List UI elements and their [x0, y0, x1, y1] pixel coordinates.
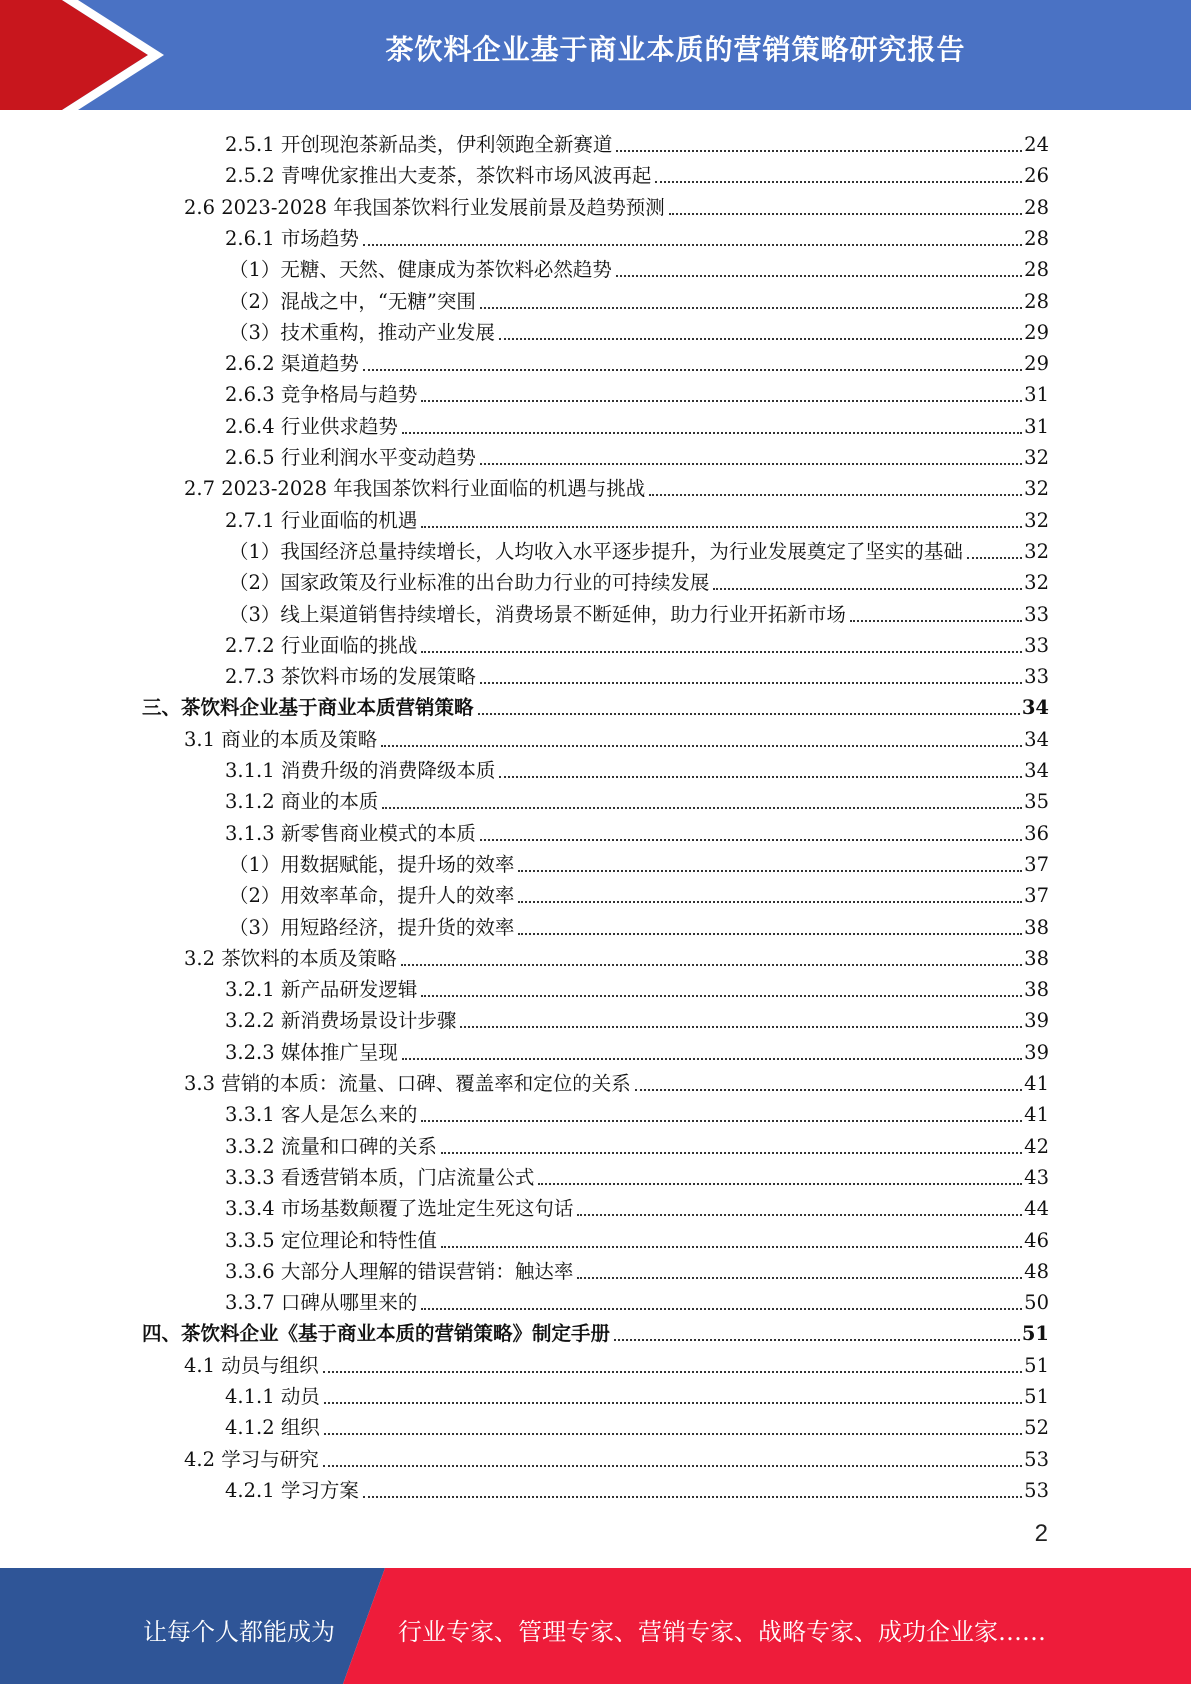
- toc-entry-page: 43: [1024, 1165, 1049, 1189]
- toc-entry-page: 28: [1024, 226, 1049, 250]
- toc-entry[interactable]: [225, 1128, 1049, 1159]
- toc-entry-label: 3.1.3 新零售商业模式的本质: [225, 821, 476, 845]
- toc-entry-page: 41: [1024, 1103, 1049, 1127]
- toc-entry-page: 36: [1024, 821, 1049, 845]
- toc-dot-leader: [323, 1370, 1022, 1373]
- toc-entry-label: （1）我国经济总量持续增长，人均收入水平逐步提升，为行业发展奠定了坚实的基础: [229, 539, 963, 563]
- toc-dot-leader: [518, 932, 1022, 935]
- toc-dot-leader: [441, 1245, 1022, 1248]
- toc-dot-leader: [460, 1025, 1022, 1028]
- toc-entry-label: （2）混战之中，“无糖”突围: [229, 289, 476, 313]
- toc-entry-label: 2.7 2023-2028 年我国茶饮料行业面临的机遇与挑战: [184, 477, 646, 501]
- toc-entry[interactable]: [142, 1315, 1049, 1346]
- page-footer: [0, 1568, 1191, 1684]
- toc-entry[interactable]: [225, 408, 1049, 439]
- toc-entry[interactable]: [229, 283, 1049, 314]
- toc-entry-page: 33: [1024, 665, 1049, 689]
- toc-entry[interactable]: [225, 1002, 1049, 1033]
- toc-entry-label: 2.7.3 茶饮料市场的发展策略: [225, 665, 476, 689]
- toc-entry-page: 38: [1024, 915, 1049, 939]
- toc-dot-leader: [635, 1088, 1022, 1091]
- toc-dot-leader: [381, 744, 1022, 747]
- toc-dot-leader: [669, 212, 1022, 215]
- toc-entry[interactable]: [225, 345, 1049, 376]
- toc-entry-label: 3.1 商业的本质及策略: [184, 727, 378, 751]
- toc-dot-leader: [713, 587, 1022, 590]
- toc-dot-leader: [499, 337, 1022, 340]
- toc-dot-leader: [616, 274, 1022, 277]
- toc-entry-page: 31: [1024, 383, 1049, 407]
- toc-entry[interactable]: [229, 564, 1049, 595]
- toc-entry-label: 3.3.5 定位理论和特性值: [225, 1228, 437, 1252]
- toc-entry-label: 3.3.1 客人是怎么来的: [225, 1103, 418, 1127]
- toc-entry-label: 3.3.7 口碑从哪里来的: [225, 1291, 418, 1315]
- page-header: [0, 0, 1191, 110]
- toc-entry-label: 三、茶饮料企业基于商业本质营销策略: [142, 696, 474, 720]
- toc-entry-page: 48: [1024, 1259, 1049, 1283]
- toc-entry[interactable]: [229, 877, 1049, 908]
- toc-entry-page: 24: [1024, 133, 1049, 156]
- toc-entry-label: 2.6.5 行业利润水平变动趋势: [225, 446, 476, 469]
- toc-dot-leader: [850, 619, 1022, 622]
- toc-entry[interactable]: [184, 1441, 1049, 1472]
- toc-dot-leader: [402, 1057, 1022, 1060]
- toc-entry-page: 29: [1024, 352, 1049, 376]
- toc-dot-leader: [655, 180, 1022, 183]
- toc-entry-label: 2.6.3 竞争格局与趋势: [225, 383, 418, 407]
- toc-entry-page: 34: [1024, 727, 1049, 751]
- toc-entry-label: （3）技术重构，推动产业发展: [229, 320, 495, 344]
- toc-entry[interactable]: [184, 1347, 1049, 1378]
- toc-entry[interactable]: [225, 502, 1049, 533]
- toc-entry[interactable]: [184, 189, 1049, 220]
- toc-entry-page: 26: [1024, 164, 1049, 188]
- toc-entry[interactable]: [225, 1096, 1049, 1127]
- toc-entry-label: （2）国家政策及行业标准的出台助力行业的可持续发展: [229, 571, 710, 595]
- toc-entry-label: 2.6.4 行业供求趋势: [225, 414, 398, 438]
- toc-entry-page: 51: [1021, 1322, 1049, 1346]
- toc-entry-page: 52: [1024, 1416, 1049, 1440]
- toc-entry-page: 33: [1024, 633, 1049, 657]
- toc-entry-label: 四、茶饮料企业《基于商业本质的营销策略》制定手册: [142, 1322, 611, 1346]
- toc-dot-leader: [518, 900, 1022, 903]
- toc-dot-leader: [480, 681, 1022, 684]
- toc-entry[interactable]: [225, 658, 1049, 689]
- toc-entry-page: 32: [1024, 508, 1049, 532]
- toc-entry-label: （3）用短路经济，提升货的效率: [229, 915, 515, 939]
- toc-entry-label: 2.7.2 行业面临的挑战: [225, 633, 418, 657]
- toc-entry-page: 31: [1024, 414, 1049, 438]
- toc-entry[interactable]: [229, 596, 1049, 627]
- toc-entry[interactable]: [229, 533, 1049, 564]
- toc-entry-label: 2.6.2 渠道趋势: [225, 352, 359, 376]
- toc-entry-label: （2）用效率革命，提升人的效率: [229, 884, 515, 908]
- toc-entry-page: 53: [1024, 1478, 1049, 1502]
- toc-dot-leader: [616, 149, 1022, 152]
- toc-entry[interactable]: [229, 846, 1049, 877]
- toc-entry-label: 3.3.2 流量和口碑的关系: [225, 1134, 437, 1158]
- toc-entry-label: 3.1.1 消费升级的消费降级本质: [225, 759, 496, 782]
- toc-entry-page: 38: [1024, 946, 1049, 970]
- toc-entry-page: 34: [1021, 696, 1049, 720]
- toc-entry[interactable]: [229, 314, 1049, 345]
- toc-entry-label: 3.2.1 新产品研发逻辑: [225, 978, 418, 1002]
- footer-slogan-left: 让每个人都能成为: [143, 1618, 335, 1646]
- toc-entry[interactable]: [142, 689, 1049, 720]
- toc-entry-page: 39: [1024, 1040, 1049, 1064]
- toc-entry-page: 42: [1024, 1134, 1049, 1158]
- toc-dot-leader: [577, 1276, 1022, 1279]
- toc-dot-leader: [421, 399, 1022, 402]
- toc-entry[interactable]: [225, 1284, 1049, 1315]
- toc-entry-label: 2.5.1 开创现泡茶新品类，伊利领跑全新赛道: [225, 133, 613, 156]
- toc-entry-page: 37: [1024, 852, 1049, 876]
- toc-entry-page: 35: [1024, 790, 1049, 814]
- toc-dot-leader: [967, 556, 1022, 559]
- toc-entry[interactable]: [225, 439, 1049, 470]
- toc-entry-label: 4.1 动员与组织: [184, 1353, 319, 1377]
- toc-entry-label: 4.2.1 学习方案: [225, 1478, 359, 1502]
- toc-entry-page: 32: [1024, 477, 1049, 501]
- toc-entry[interactable]: [225, 783, 1049, 814]
- toc-entry[interactable]: [225, 1409, 1049, 1440]
- toc-entry-label: 2.7.1 行业面临的机遇: [225, 508, 418, 532]
- toc-entry-label: 2.6.1 市场趋势: [225, 226, 359, 250]
- toc-dot-leader: [480, 838, 1022, 841]
- toc-entry[interactable]: [225, 1253, 1049, 1284]
- toc-entry-label: 3.3.3 看透营销本质，门店流量公式: [225, 1165, 535, 1189]
- toc-entry-page: 53: [1024, 1447, 1049, 1471]
- toc-entry[interactable]: [184, 470, 1049, 501]
- toc-entry-label: 3.2 茶饮料的本质及策略: [184, 946, 397, 970]
- toc-entry[interactable]: [225, 220, 1049, 251]
- toc-entry-page: 28: [1024, 289, 1049, 313]
- toc-entry-page: 46: [1024, 1228, 1049, 1252]
- toc-dot-leader: [480, 462, 1022, 465]
- toc-entry-label: （3）线上渠道销售持续增长，消费场景不断延伸，助力行业开拓新市场: [229, 602, 846, 626]
- toc-dot-leader: [324, 1432, 1022, 1435]
- toc-entry-page: 51: [1024, 1385, 1049, 1408]
- toc-entry[interactable]: [184, 1065, 1049, 1096]
- toc-dot-leader: [518, 869, 1022, 872]
- page-number: 2: [1034, 1520, 1048, 1547]
- toc-entry-page: 44: [1024, 1197, 1049, 1221]
- toc-dot-leader: [421, 1307, 1022, 1310]
- toc-dot-leader: [577, 1213, 1022, 1216]
- toc-entry-page: 32: [1024, 539, 1049, 563]
- toc-dot-leader: [324, 1401, 1022, 1404]
- toc-entry-label: 3.3.4 市场基数颠覆了选址定生死这句话: [225, 1197, 574, 1221]
- toc-dot-leader: [538, 1182, 1022, 1185]
- footer-slogan-right: 行业专家、管理专家、营销专家、战略专家、成功企业家……: [398, 1618, 1046, 1646]
- toc-entry-label: 4.1.1 动员: [225, 1385, 320, 1408]
- toc-entry[interactable]: [225, 815, 1049, 846]
- toc-entry[interactable]: [225, 376, 1049, 407]
- toc-dot-leader: [402, 431, 1022, 434]
- toc-entry-label: 4.2 学习与研究: [184, 1447, 319, 1471]
- toc-entry[interactable]: [225, 1159, 1049, 1190]
- toc-entry-page: 50: [1024, 1291, 1049, 1315]
- toc-entry-page: 37: [1024, 884, 1049, 908]
- toc-entry-label: 3.3.6 大部分人理解的错误营销：触达率: [225, 1259, 574, 1283]
- toc-entry-page: 32: [1024, 446, 1049, 469]
- toc-dot-leader: [478, 712, 1020, 715]
- toc-entry[interactable]: [225, 1034, 1049, 1065]
- toc-dot-leader: [441, 1151, 1022, 1154]
- toc-entry-label: 2.5.2 青啤优家推出大麦茶，茶饮料市场风波再起: [225, 164, 652, 188]
- toc-dot-leader: [323, 1464, 1022, 1467]
- toc-entry-page: 29: [1024, 320, 1049, 344]
- toc-entry-page: 39: [1024, 1009, 1049, 1033]
- toc-entry-label: 3.1.2 商业的本质: [225, 790, 379, 814]
- toc-entry-label: （1）用数据赋能，提升场的效率: [229, 852, 515, 876]
- toc-dot-leader: [363, 243, 1022, 246]
- report-title: 茶饮料企业基于商业本质的营销策略研究报告: [385, 33, 966, 66]
- toc-dot-leader: [499, 775, 1022, 778]
- toc-entry-page: 32: [1024, 571, 1049, 595]
- toc-dot-leader: [363, 1495, 1022, 1498]
- toc-entry-page: 51: [1024, 1353, 1049, 1377]
- toc-entry[interactable]: [225, 1222, 1049, 1253]
- toc-dot-leader: [421, 1119, 1022, 1122]
- toc-entry-page: 28: [1024, 195, 1049, 219]
- toc-dot-leader: [421, 994, 1022, 997]
- toc-dot-leader: [421, 525, 1022, 528]
- toc-entry[interactable]: [184, 721, 1049, 752]
- toc-entry[interactable]: [184, 940, 1049, 971]
- toc-entry-page: 28: [1024, 258, 1049, 282]
- toc-dot-leader: [382, 806, 1022, 809]
- toc-entry[interactable]: [225, 971, 1049, 1002]
- toc-entry[interactable]: [225, 157, 1049, 188]
- toc-entry[interactable]: [225, 752, 1049, 783]
- toc-entry[interactable]: [225, 1190, 1049, 1221]
- toc-entry[interactable]: [225, 1472, 1049, 1503]
- toc-entry-label: 3.2.3 媒体推广呈现: [225, 1040, 398, 1064]
- toc-entry-page: 33: [1024, 602, 1049, 626]
- toc-entry-label: （1）无糖、天然、健康成为茶饮料必然趋势: [229, 258, 612, 282]
- toc-entry-label: 4.1.2 组织: [225, 1416, 320, 1440]
- toc-entry-label: 3.3 营销的本质：流量、口碑、覆盖率和定位的关系: [184, 1072, 631, 1095]
- toc-dot-leader: [401, 963, 1022, 966]
- toc-entry[interactable]: [225, 1378, 1049, 1409]
- toc-entry-page: 34: [1024, 759, 1049, 782]
- toc-entry-page: 38: [1024, 978, 1049, 1002]
- toc-dot-leader: [649, 493, 1022, 496]
- toc-entry[interactable]: [229, 251, 1049, 282]
- toc-dot-leader: [421, 650, 1022, 653]
- toc-entry[interactable]: [229, 909, 1049, 940]
- toc-dot-leader: [363, 368, 1022, 371]
- toc-entry[interactable]: [225, 627, 1049, 658]
- toc-entry-label: 2.6 2023-2028 年我国茶饮料行业发展前景及趋势预测: [184, 195, 665, 219]
- toc-dot-leader: [480, 306, 1022, 309]
- toc-dot-leader: [614, 1338, 1020, 1341]
- toc-entry-label: 3.2.2 新消费场景设计步骤: [225, 1009, 457, 1033]
- toc-entry-page: 41: [1024, 1072, 1049, 1095]
- toc-entry[interactable]: [225, 126, 1049, 157]
